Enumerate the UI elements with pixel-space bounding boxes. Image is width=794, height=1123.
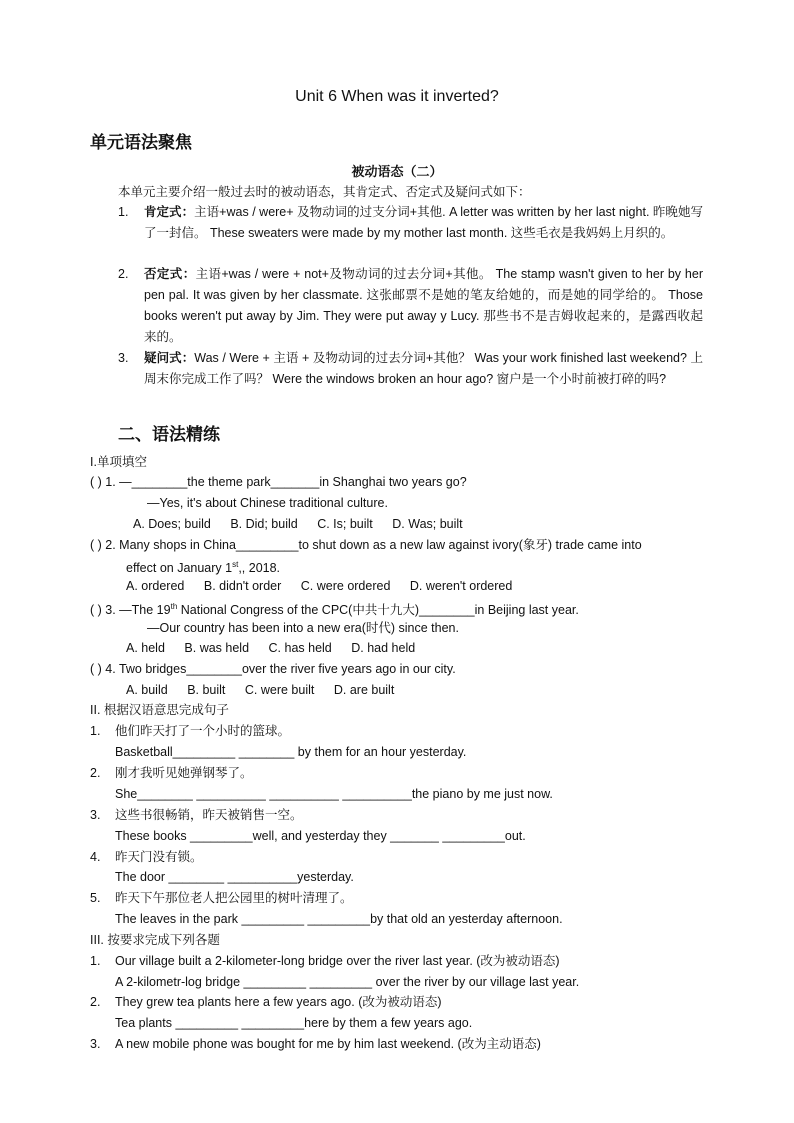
p3-item-answer: A 2-kilometr-log bridge _________ _________ over the river by our village last year. <box>115 975 580 989</box>
p3-item-num: 3. <box>90 1037 101 1051</box>
option: A. Does; build <box>133 517 211 531</box>
p2-item-en: The door ________ __________yesterday. <box>115 870 354 884</box>
p2-item-num: 5. <box>90 891 101 905</box>
rule-affirmative <box>118 202 703 244</box>
section-heading-practice: 二、语法精练 <box>118 425 220 444</box>
grammar-topic-title: 被动语态（二） <box>351 164 443 179</box>
option: B. Did; build <box>230 517 298 531</box>
q3-sup: th <box>170 602 178 611</box>
page-title: Unit 6 When was it inverted? <box>295 88 499 105</box>
option: A. ordered <box>126 579 185 593</box>
part2-heading: II. 根据汉语意思完成句子 <box>90 703 229 717</box>
q4-options <box>126 680 410 700</box>
option: D. weren't ordered <box>409 579 513 593</box>
rule-number: 3. <box>118 351 129 365</box>
q1-options <box>133 514 463 534</box>
q1-reply: —Yes, it's about Chinese traditional culture. <box>147 496 388 510</box>
q2-stem: ( ) 2. Many shops in China_________to shut down as a new law against ivory(象牙) trade came into <box>90 538 642 552</box>
option: D. had held <box>351 641 416 655</box>
option: C. were built <box>244 683 315 697</box>
p3-item-question: A new mobile phone was bought for me by him last weekend. (改为主动语态) <box>115 1037 541 1051</box>
rule-text: 主语+was / were+ 及物动词的过支分词+其他. A letter was written by her last night. 昨晚她写了一封信。 These sweaters were made by my mother last month. 这些毛衣是我妈妈上月织的。 <box>144 205 703 240</box>
intro-text: 本单元主要介绍一般过去时的被动语态，其肯定式、否定式及疑问式如下： <box>118 185 531 199</box>
p2-item-en: She________ __________ __________ __________the piano by me just now. <box>115 787 553 801</box>
q2-sup: st <box>232 560 239 569</box>
p2-item-num: 4. <box>90 850 101 864</box>
option: C. has held <box>268 641 332 655</box>
p2-item-num: 1. <box>90 724 101 738</box>
rule-label: 肯定式： <box>144 205 195 219</box>
q2-stem-cont <box>126 555 280 578</box>
p2-item-num: 3. <box>90 808 101 822</box>
p2-item-num: 2. <box>90 766 101 780</box>
q3-text-end: National Congress of the CPC(中共十九大)________in Beijing last year. <box>177 603 579 618</box>
p2-item-cn: 刚才我听见她弹钢琴了。 <box>115 766 253 780</box>
rule-label: 否定式： <box>144 267 196 281</box>
rule-interrogative <box>118 348 703 390</box>
option: C. Is; built <box>317 517 373 531</box>
p2-item-en: The leaves in the park _________ _________by that old an yesterday afternoon. <box>115 912 563 926</box>
part1-heading: I.单项填空 <box>90 455 147 469</box>
q1-stem: ( ) 1. —________the theme park_______in Shanghai two years go? <box>90 475 467 489</box>
p2-item-cn: 昨天门没有锁。 <box>115 850 203 864</box>
rule-number: 2. <box>118 267 129 281</box>
p2-item-en: Basketball_________ ________ by them for an hour yesterday. <box>115 745 467 759</box>
q2-text: effect on January 1 <box>126 561 233 576</box>
rule-text: Was / Were + 主语 + 及物动词的过去分词+其他？ Was your work finished last weekend? 上周末你完成工作了吗？ Were the windows broken an hour ago? 窗户是一个小时前被打碎的吗? <box>144 351 703 386</box>
rule-text: 主语+was / were + not+及物动词的过去分词+其他。 The stamp wasn't given to her by her pen pal. It was given by her classmate. 这张邮票不是她的笔友给她的，而是她的同学给的。 Those books weren't put away by Jim. They were put away y Lucy. 那些书不是吉姆收起来的，是露西收起来的。 <box>144 267 703 344</box>
q3-options <box>126 638 431 658</box>
section-heading-grammar-focus: 单元语法聚焦 <box>90 133 192 152</box>
q2-options <box>126 576 528 596</box>
p2-item-cn: 这些书很畅销，昨天被销售一空。 <box>115 808 303 822</box>
p2-item-cn: 昨天下午那位老人把公园里的树叶清理了。 <box>115 891 353 905</box>
option: A. build <box>126 683 168 697</box>
q3-text: ( ) 3. —The 19 <box>90 603 171 618</box>
rule-negative <box>118 264 703 348</box>
p3-item-answer: Tea plants _________ _________here by them a few years ago. <box>115 1016 473 1030</box>
p3-item-question: They grew tea plants here a few years ago. (改为被动语态) <box>115 995 442 1009</box>
option: A. held <box>126 641 165 655</box>
q2-text-end: ,, 2018. <box>238 561 281 576</box>
p2-item-en: These books _________well, and yesterday they _______ _________out. <box>115 829 526 843</box>
option: B. didn't order <box>203 579 282 593</box>
rule-label: 疑问式： <box>144 351 195 365</box>
p2-item-cn: 他们昨天打了一个小时的篮球。 <box>115 724 291 738</box>
q3-reply: —Our country has been into a new era(时代) since then. <box>147 621 459 635</box>
rule-number: 1. <box>118 205 129 219</box>
p3-item-question: Our village built a 2-kilometer-long bridge over the river last year. (改为被动语态) <box>115 954 560 968</box>
option: D. Was; built <box>392 517 463 531</box>
q4-stem: ( ) 4. Two bridges________over the river five years ago in our city. <box>90 662 456 676</box>
p3-item-num: 2. <box>90 995 101 1009</box>
option: B. was held <box>184 641 250 655</box>
q3-stem <box>90 597 579 620</box>
part3-heading: III. 按要求完成下列各题 <box>90 933 220 947</box>
p3-item-num: 1. <box>90 954 101 968</box>
option: D. are built <box>333 683 395 697</box>
option: C. were ordered <box>300 579 391 593</box>
option: B. built <box>187 683 226 697</box>
